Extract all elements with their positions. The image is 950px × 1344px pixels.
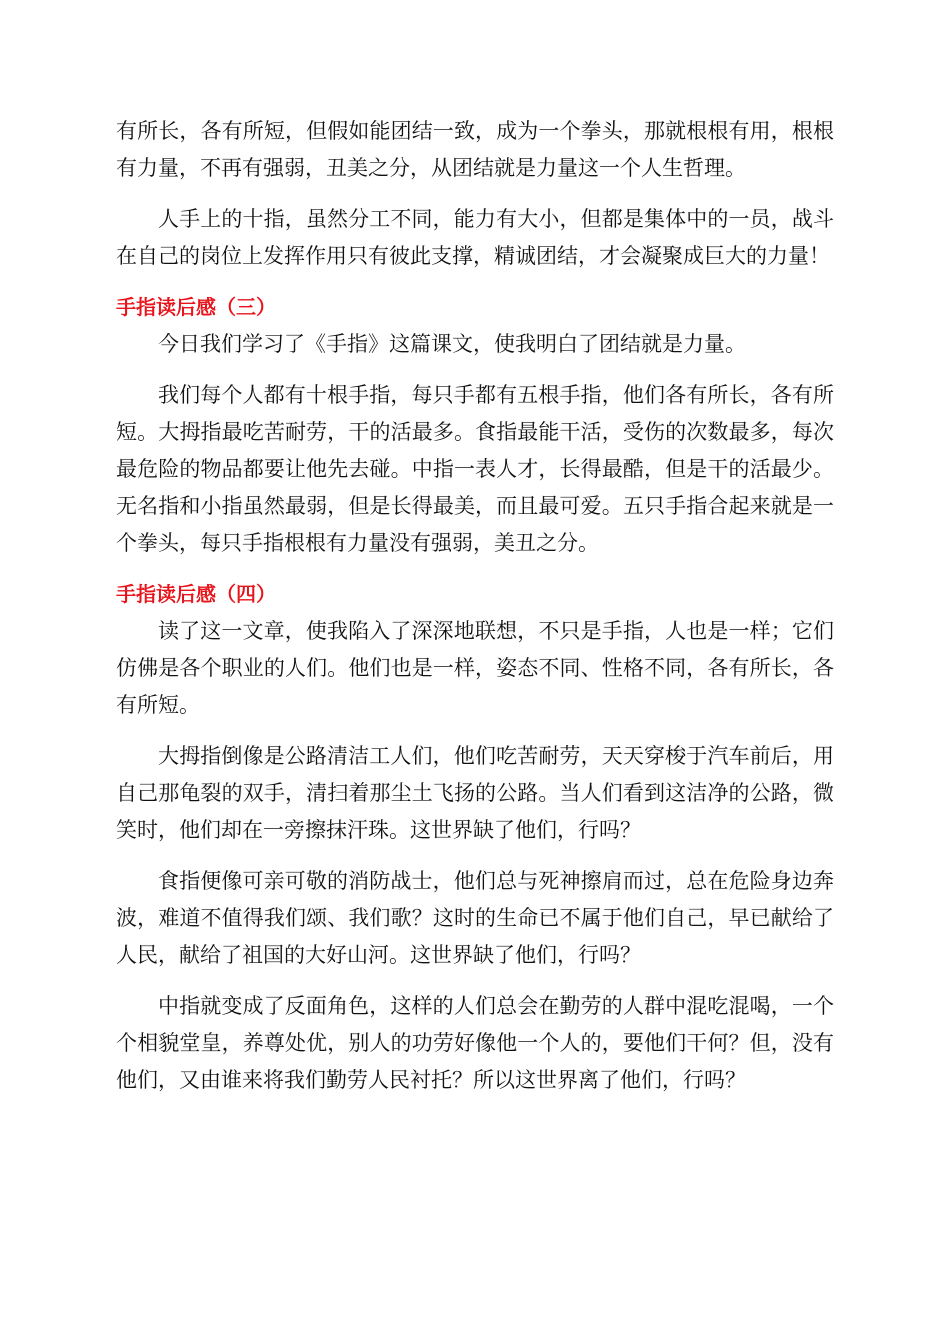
paragraph-top-2: 人手上的十指，虽然分工不同，能力有大小，但都是集体中的一员，战斗在自己的岗位上发挥作用只有彼此支撑，精诚团结，才会凝聚成巨大的力量！ <box>116 207 834 268</box>
section4-paragraph-2: 大拇指倒像是公路清洁工人们，他们吃苦耐劳，天天穿梭于汽车前后，用自己那龟裂的双手，清扫着那尘土飞扬的公路。当人们看到这洁净的公路，微笑时，他们却在一旁擦抹汗珠。这世界缺了他们，行吗？ <box>116 744 834 842</box>
section4-paragraph-4: 中指就变成了反面角色，这样的人们总会在勤劳的人群中混吃混喝，一个个相貌堂皇，养尊处优，别人的功劳好像他一个人的，要他们干何？但，没有他们，又由谁来将我们勤劳人民衬托？所以这世界离了他们，行吗？ <box>116 994 834 1092</box>
section3-paragraph-2: 我们每个人都有十根手指，每只手都有五根手指，他们各有所长，各有所短。大拇指最吃苦耐劳，干的活最多。食指最能干活，受伤的次数最多，每次最危险的物品都要让他先去碰。中指一表人才，长得最酷，但是干的活最少。无名指和小指虽然最弱，但是长得最美，而且最可爱。五只手指合起来就是一个拳头，每只手指根根有力量没有强弱，美丑之分。 <box>116 383 834 555</box>
section4-paragraph-3: 食指便像可亲可敬的消防战士，他们总与死神擦肩而过，总在危险身边奔波，难道不值得我们颂、我们歌？这时的生命已不属于他们自己，早已献给了人民，献给了祖国的大好山河。这世界缺了他们，行吗？ <box>116 869 834 967</box>
section-heading-4: 手指读后感（四） <box>116 582 276 606</box>
section-heading-3: 手指读后感（三） <box>116 295 276 319</box>
section3-paragraph-1: 今日我们学习了《手指》这篇课文，使我明白了团结就是力量。 <box>158 332 746 356</box>
paragraph-top-1: 有所长，各有所短，但假如能团结一致，成为一个拳头，那就根根有用，根根有力量，不再有强弱，丑美之分，从团结就是力量这一个人生哲理。 <box>116 119 834 180</box>
section4-paragraph-1: 读了这一文章，使我陷入了深深地联想，不只是手指，人也是一样；它们仿佛是各个职业的人们。他们也是一样，姿态不同、性格不同，各有所长，各有所短。 <box>116 619 834 717</box>
